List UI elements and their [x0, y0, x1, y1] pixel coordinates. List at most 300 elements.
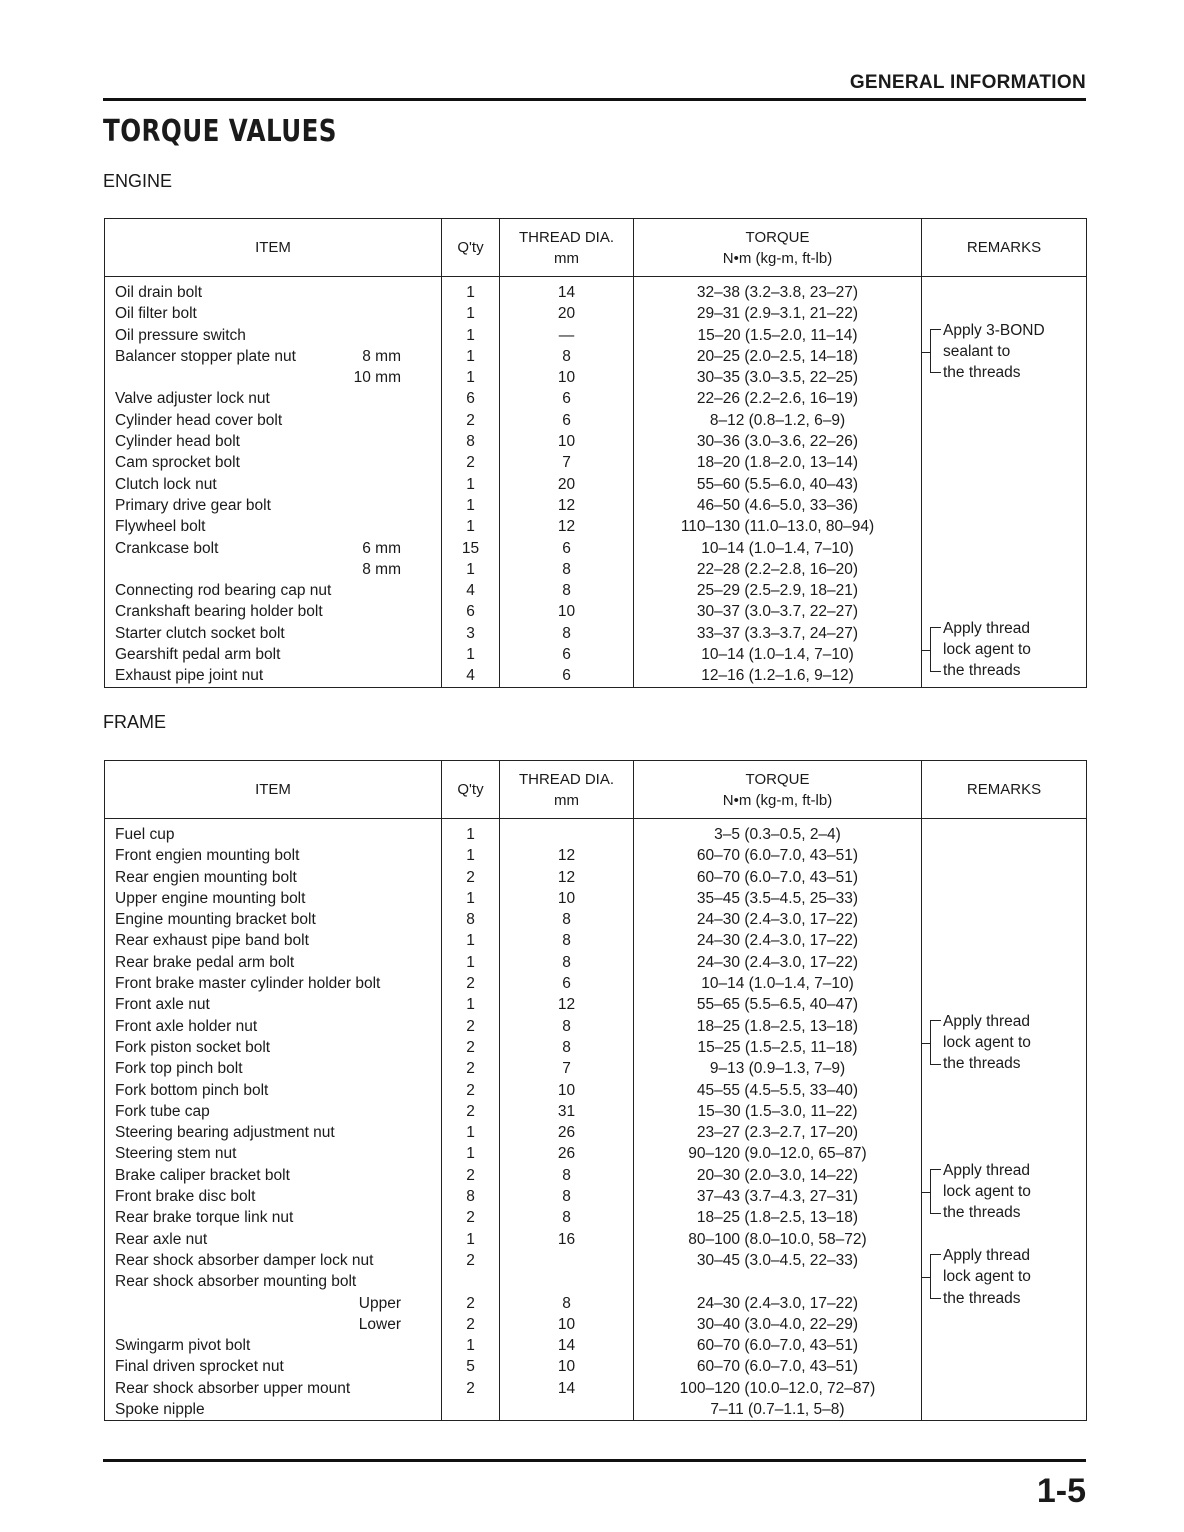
qty-cell: 1	[466, 496, 475, 514]
torque-cell: 15–25 (1.5–2.5, 11–18)	[697, 1038, 858, 1056]
item-name: Oil pressure switch	[115, 326, 246, 344]
remark-text	[943, 618, 1031, 682]
thread-dia-cell	[500, 1271, 633, 1292]
thread-dia-cell: 10	[557, 433, 576, 451]
remark-bracket	[930, 1020, 941, 1065]
thread-dia-cell: 8	[562, 560, 571, 578]
qty-cell: 1	[466, 560, 475, 578]
item-name: Engine mounting bracket bolt	[115, 911, 316, 929]
item-cell	[105, 1016, 441, 1037]
col-header-torque	[634, 761, 922, 819]
remark-line: lock agent to	[943, 1268, 1031, 1286]
thread-dia-cell: 6	[562, 411, 571, 429]
qty-cell: 1	[466, 889, 475, 907]
thread-dia-cell: 8	[562, 347, 571, 365]
thread-dia-cell	[500, 1399, 633, 1420]
qty-cell: 2	[466, 1209, 475, 1227]
thread-dia-cell: 12	[557, 868, 576, 886]
thread-dia-cell: 10	[557, 1315, 576, 1333]
remark-bracket	[930, 1169, 941, 1214]
item-name: Fork piston socket bolt	[115, 1038, 271, 1056]
thread-dia-cell: 12	[557, 518, 576, 536]
remark-group	[922, 1011, 1086, 1075]
item-cell	[105, 623, 441, 644]
thread-dia-cell	[500, 1250, 633, 1271]
thread-dia-unit: mm	[554, 791, 579, 809]
torque-cell: 23–27 (2.3–2.7, 17–20)	[696, 1124, 859, 1142]
footer-rule	[103, 1459, 1086, 1462]
torque-cell: 80–100 (8.0–10.0, 58–72)	[688, 1230, 867, 1248]
thread-dia-cell: 12	[557, 996, 576, 1014]
torque-cell: 18–25 (1.8–2.5, 13–18)	[696, 1209, 859, 1227]
item-cell	[105, 1207, 441, 1228]
item-column	[105, 819, 442, 1421]
thread-dia-cell: 26	[557, 1124, 576, 1142]
thread-dia-cell: 12	[557, 496, 576, 514]
qty-cell: 2	[466, 868, 475, 886]
qty-cell: 1	[466, 953, 475, 971]
item-cell	[105, 325, 441, 346]
item-name: Valve adjuster lock nut	[115, 390, 270, 408]
item-name: Oil filter bolt	[115, 305, 197, 323]
remark-line: the threads	[943, 364, 1021, 382]
thread-dia-cell: 6	[562, 646, 571, 664]
item-name: Rear shock absorber upper mount	[115, 1379, 351, 1397]
qty-cell: 1	[466, 847, 475, 865]
torque-cell	[634, 1271, 921, 1292]
remark-tick	[922, 1192, 930, 1194]
item-name: Swingarm pivot bolt	[115, 1337, 251, 1355]
torque-column	[634, 277, 922, 688]
page-title: TORQUE VALUES	[103, 114, 337, 149]
torque-cell: 60–70 (6.0–7.0, 43–51)	[696, 868, 859, 886]
thread-dia-cell: 8	[562, 1038, 571, 1056]
item-cell	[105, 495, 441, 516]
thread-dia-cell: —	[558, 326, 575, 344]
col-header-remarks: REMARKS	[922, 219, 1087, 277]
frame-torque-table	[104, 760, 1087, 1421]
thread-dia-cell: 20	[557, 305, 576, 323]
page-number: 1-5	[1036, 1472, 1086, 1510]
remark-line: the threads	[943, 1204, 1021, 1222]
item-name: Exhaust pipe joint nut	[115, 667, 264, 685]
item-name: Rear shock absorber damper lock nut	[115, 1251, 374, 1269]
torque-cell: 90–120 (9.0–12.0, 65–87)	[688, 1145, 867, 1163]
remark-tick	[922, 1277, 930, 1279]
item-name: Rear brake torque link nut	[115, 1209, 294, 1227]
qty-cell: 1	[466, 646, 475, 664]
remark-tick	[922, 352, 930, 354]
thread-dia-cell: 10	[557, 1358, 576, 1376]
qty-cell: 8	[466, 1188, 475, 1206]
torque-cell: 55–65 (5.5–6.5, 40–47)	[696, 996, 859, 1014]
torque-cell: 30–40 (3.0–4.0, 22–29)	[696, 1315, 859, 1333]
qty-cell: 2	[466, 1379, 475, 1397]
remarks-column	[922, 819, 1087, 1421]
item-name: Fuel cup	[115, 826, 175, 843]
remark-line: Apply thread	[943, 1247, 1031, 1264]
torque-cell: 45–55 (4.5–5.5, 33–40)	[696, 1081, 859, 1099]
item-cell	[105, 1058, 441, 1079]
qty-cell: 2	[466, 975, 475, 993]
qty-cell: 15	[461, 539, 480, 557]
qty-cell	[442, 1399, 499, 1420]
qty-cell: 2	[466, 1038, 475, 1056]
item-cell	[105, 410, 441, 431]
qty-cell: 2	[466, 1102, 475, 1120]
item-cell	[105, 601, 441, 622]
qty-cell	[442, 1271, 499, 1292]
qty-cell: 2	[466, 1081, 475, 1099]
item-cell	[105, 973, 441, 994]
qty-cell: 1	[466, 1145, 475, 1163]
item-cell	[105, 1271, 441, 1292]
thread-dia-cell: 12	[557, 847, 576, 865]
item-name: Starter clutch socket bolt	[115, 624, 285, 642]
thread-dia-cell: 31	[557, 1102, 576, 1120]
remark-text	[943, 320, 1045, 384]
qty-cell: 6	[466, 603, 475, 621]
torque-cell: 15–20 (1.5–2.0, 11–14)	[697, 326, 858, 344]
item-cell	[105, 580, 441, 601]
torque-label: TORQUE	[745, 770, 810, 788]
thread-dia-cell: 6	[562, 539, 571, 557]
remark-text	[943, 1245, 1031, 1309]
qty-cell: 4	[466, 667, 475, 685]
qty-cell: 2	[466, 1294, 475, 1312]
item-cell	[105, 824, 441, 845]
item-cell	[105, 994, 441, 1015]
col-header-thread-dia	[500, 761, 634, 819]
thread-dia-cell: 8	[562, 932, 571, 950]
thread-dia-cell: 26	[557, 1145, 576, 1163]
col-header-qty: Q'ty	[442, 761, 500, 819]
qty-cell: 2	[466, 1166, 475, 1184]
item-name: Rear shock absorber mounting bolt	[115, 1273, 357, 1291]
item-cell	[105, 1122, 441, 1143]
item-cell	[105, 1229, 441, 1250]
item-cell	[105, 1143, 441, 1164]
qty-cell: 2	[466, 1060, 475, 1078]
thread-dia-cell: 6	[562, 975, 571, 993]
torque-cell: 3–5 (0.3–0.5, 2–4)	[714, 826, 841, 843]
torque-cell: 10–14 (1.0–1.4, 7–10)	[701, 539, 854, 557]
thread-dia-cell: 10	[557, 603, 576, 621]
torque-cell: 20–30 (2.0–3.0, 14–22)	[696, 1166, 859, 1184]
item-cell	[105, 367, 441, 388]
torque-cell: 18–20 (1.8–2.0, 13–14)	[696, 454, 859, 472]
thread-dia-cell: 8	[562, 1166, 571, 1184]
remarks-column	[922, 277, 1087, 688]
item-cell	[105, 1399, 441, 1420]
col-header-item: ITEM	[105, 219, 442, 277]
qty-column	[442, 277, 500, 688]
item-cell	[105, 644, 441, 665]
thread-dia-cell: 8	[562, 911, 571, 929]
item-name: Cylinder head cover bolt	[115, 411, 283, 429]
remark-text	[943, 1160, 1031, 1224]
torque-cell: 7–11 (0.7–1.1, 5–8)	[710, 1401, 845, 1419]
item-name: Brake caliper bracket bolt	[115, 1166, 290, 1184]
item-cell	[105, 559, 441, 580]
thread-dia-cell: 16	[557, 1230, 576, 1248]
torque-cell: 10–14 (1.0–1.4, 7–10)	[701, 975, 854, 993]
item-cell	[105, 1335, 441, 1356]
qty-cell: 1	[466, 1124, 475, 1142]
torque-cell: 30–36 (3.0–3.6, 22–26)	[696, 433, 859, 451]
remark-line: the threads	[943, 1289, 1021, 1307]
thread-dia-cell	[500, 824, 633, 845]
torque-unit: N•m (kg-m, ft-lb)	[722, 791, 833, 809]
remark-line: the threads	[943, 662, 1021, 680]
item-size: Lower	[358, 1315, 401, 1333]
item-cell	[105, 1356, 441, 1377]
item-cell	[105, 1080, 441, 1101]
item-name: Balancer stopper plate nut	[115, 347, 296, 365]
item-cell	[105, 1378, 441, 1399]
item-name: Crankcase bolt	[115, 539, 219, 557]
thread-dia-cell: 10	[557, 889, 576, 907]
item-cell	[105, 452, 441, 473]
torque-cell: 22–26 (2.2–2.6, 16–19)	[696, 390, 859, 408]
remark-line: lock agent to	[943, 1033, 1031, 1051]
torque-cell: 15–30 (1.5–3.0, 11–22)	[697, 1102, 858, 1120]
item-name: Rear engien mounting bolt	[115, 868, 297, 886]
thread-dia-label: THREAD DIA.	[518, 770, 614, 788]
col-header-item: ITEM	[105, 761, 442, 819]
thread-dia-cell: 8	[562, 1294, 571, 1312]
torque-cell: 12–16 (1.2–1.6, 9–12)	[701, 667, 854, 685]
thread-dia-cell: 8	[562, 1188, 571, 1206]
item-cell	[105, 930, 441, 951]
thread-dia-cell: 8	[562, 582, 571, 600]
item-name: Steering bearing adjustment nut	[115, 1124, 335, 1142]
remark-group	[922, 618, 1086, 682]
item-cell	[105, 282, 441, 303]
item-size: 6 mm	[362, 539, 401, 557]
thread-dia-cell: 7	[562, 1060, 571, 1078]
qty-cell: 4	[466, 582, 475, 600]
item-name: Connecting rod bearing cap nut	[115, 582, 332, 600]
thread-dia-unit: mm	[554, 249, 579, 267]
thread-dia-cell: 10	[557, 1081, 576, 1099]
item-cell	[105, 516, 441, 537]
col-header-torque	[634, 219, 922, 277]
item-cell	[105, 909, 441, 930]
thread-dia-cell: 8	[562, 1209, 571, 1227]
torque-cell: 55–60 (5.5–6.0, 40–43)	[696, 475, 859, 493]
qty-cell: 1	[466, 1230, 475, 1248]
torque-cell: 30–35 (3.0–3.5, 22–25)	[696, 369, 859, 387]
item-name: Oil drain bolt	[115, 284, 203, 301]
torque-cell: 24–30 (2.4–3.0, 17–22)	[696, 932, 859, 950]
engine-torque-table	[104, 218, 1087, 688]
item-name: Fork bottom pinch bolt	[115, 1081, 269, 1099]
item-cell	[105, 346, 441, 367]
thread-dia-label: THREAD DIA.	[518, 228, 614, 246]
item-name: Steering stem nut	[115, 1145, 237, 1163]
item-name: Fork tube cap	[115, 1102, 210, 1120]
qty-cell: 2	[466, 454, 475, 472]
thread-dia-cell: 20	[557, 475, 576, 493]
remark-group	[922, 320, 1086, 384]
qty-cell: 2	[466, 1315, 475, 1333]
qty-cell: 2	[466, 1017, 475, 1035]
item-name: Front brake master cylinder holder bolt	[115, 975, 381, 993]
torque-cell: 32–38 (3.2–3.8, 23–27)	[696, 284, 859, 301]
thread-dia-cell: 8	[562, 1017, 571, 1035]
item-name: Fork top pinch bolt	[115, 1060, 243, 1078]
torque-cell: 60–70 (6.0–7.0, 43–51)	[696, 1337, 859, 1355]
item-size: 8 mm	[362, 560, 401, 578]
qty-column	[442, 819, 500, 1421]
qty-cell: 1	[466, 518, 475, 536]
qty-cell: 1	[466, 1337, 475, 1355]
qty-cell: 1	[466, 284, 475, 301]
item-cell	[105, 952, 441, 973]
torque-cell: 8–12 (0.8–1.2, 6–9)	[709, 411, 846, 429]
item-cell	[105, 431, 441, 452]
remark-line: lock agent to	[943, 1183, 1031, 1201]
torque-cell: 29–31 (2.9–3.1, 21–22)	[696, 305, 859, 323]
torque-cell: 60–70 (6.0–7.0, 43–51)	[696, 847, 859, 865]
item-name: Rear axle nut	[115, 1230, 208, 1248]
item-cell	[105, 1101, 441, 1122]
item-cell	[105, 845, 441, 866]
remark-text	[943, 1011, 1031, 1075]
qty-cell: 5	[466, 1358, 475, 1376]
remark-line: Apply thread	[943, 619, 1031, 637]
torque-cell: 110–130 (11.0–13.0, 80–94)	[680, 518, 875, 536]
qty-cell: 1	[466, 305, 475, 323]
item-name: Rear brake pedal arm bolt	[115, 953, 295, 971]
item-size: Upper	[358, 1294, 401, 1312]
thread-dia-cell: 6	[562, 667, 571, 685]
thread-dia-cell: 8	[562, 624, 571, 642]
remark-tick	[922, 650, 930, 652]
thread-dia-cell: 10	[557, 369, 576, 387]
thread-dia-column	[500, 277, 634, 688]
remark-line: Apply 3-BOND	[943, 321, 1045, 339]
item-name: Final driven sprocket nut	[115, 1358, 284, 1376]
torque-cell: 24–30 (2.4–3.0, 17–22)	[696, 1294, 859, 1312]
col-header-qty: Q'ty	[442, 219, 500, 277]
item-name: Crankshaft bearing holder bolt	[115, 603, 323, 621]
item-name: Front engien mounting bolt	[115, 847, 300, 865]
thread-dia-cell: 8	[562, 953, 571, 971]
item-cell	[105, 388, 441, 409]
item-cell	[105, 888, 441, 909]
header-rule	[103, 98, 1086, 101]
thread-dia-cell: 14	[557, 1379, 576, 1397]
qty-cell: 3	[466, 624, 475, 642]
torque-cell: 35–45 (3.5–4.5, 25–33)	[696, 889, 859, 907]
frame-label: FRAME	[103, 712, 166, 732]
item-cell	[105, 1165, 441, 1186]
item-cell	[105, 1186, 441, 1207]
item-name: Gearshift pedal arm bolt	[115, 646, 281, 664]
item-size: 10 mm	[353, 369, 401, 387]
item-cell	[105, 538, 441, 559]
qty-cell: 1	[466, 996, 475, 1014]
item-name: Upper engine mounting bolt	[115, 889, 306, 907]
thread-dia-column	[500, 819, 634, 1421]
item-cell	[105, 474, 441, 495]
torque-cell: 10–14 (1.0–1.4, 7–10)	[701, 646, 854, 664]
torque-label: TORQUE	[745, 228, 810, 246]
item-name: Front axle holder nut	[115, 1017, 258, 1035]
item-name: Rear exhaust pipe band bolt	[115, 932, 309, 950]
item-size: 8 mm	[362, 347, 401, 365]
torque-cell: 20–25 (2.0–2.5, 14–18)	[696, 347, 859, 365]
col-header-thread-dia	[500, 219, 634, 277]
remark-bracket	[930, 627, 941, 672]
item-column	[105, 277, 442, 688]
qty-cell: 1	[466, 475, 475, 493]
item-name: Flywheel bolt	[115, 518, 206, 536]
item-cell	[105, 303, 441, 324]
remark-bracket	[930, 1254, 941, 1299]
qty-cell: 8	[466, 433, 475, 451]
item-cell	[105, 665, 441, 686]
torque-cell: 100–120 (10.0–12.0, 72–87)	[679, 1379, 876, 1397]
qty-cell: 2	[466, 1251, 475, 1269]
thread-dia-cell: 6	[562, 390, 571, 408]
torque-column	[634, 819, 922, 1421]
torque-cell: 9–13 (0.9–1.3, 7–9)	[709, 1060, 846, 1078]
qty-cell: 2	[466, 411, 475, 429]
torque-cell: 33–37 (3.3–3.7, 24–27)	[696, 624, 859, 642]
remark-line: sealant to	[943, 342, 1011, 360]
torque-cell: 22–28 (2.2–2.8, 16–20)	[696, 560, 859, 578]
item-name: Spoke nipple	[115, 1401, 205, 1419]
item-cell	[105, 1314, 441, 1335]
remark-group	[922, 1245, 1086, 1309]
torque-cell: 18–25 (1.8–2.5, 13–18)	[696, 1017, 859, 1035]
torque-cell: 24–30 (2.4–3.0, 17–22)	[696, 953, 859, 971]
remark-line: Apply thread	[943, 1161, 1031, 1179]
qty-cell: 6	[466, 390, 475, 408]
item-cell	[105, 867, 441, 888]
torque-cell: 30–37 (3.0–3.7, 22–27)	[696, 603, 859, 621]
item-name: Clutch lock nut	[115, 475, 217, 493]
qty-cell: 1	[466, 326, 475, 344]
remark-group	[922, 1160, 1086, 1224]
item-cell	[105, 1293, 441, 1314]
item-cell	[105, 1037, 441, 1058]
item-name: Cam sprocket bolt	[115, 454, 240, 472]
torque-cell: 24–30 (2.4–3.0, 17–22)	[696, 911, 859, 929]
thread-dia-cell: 7	[562, 454, 571, 472]
torque-cell: 30–45 (3.0–4.5, 22–33)	[696, 1251, 859, 1269]
item-name: Front brake disc bolt	[115, 1188, 256, 1206]
torque-cell: 60–70 (6.0–7.0, 43–51)	[696, 1358, 859, 1376]
thread-dia-cell: 14	[557, 1337, 576, 1355]
qty-cell: 1	[466, 826, 475, 843]
engine-label: ENGINE	[103, 171, 173, 191]
qty-cell: 1	[466, 369, 475, 387]
col-header-remarks: REMARKS	[922, 761, 1087, 819]
torque-cell: 37–43 (3.7–4.3, 27–31)	[696, 1188, 859, 1206]
item-name: Primary drive gear bolt	[115, 496, 271, 514]
item-name: Cylinder head bolt	[115, 433, 240, 451]
remark-line: lock agent to	[943, 641, 1031, 659]
item-name: Front axle nut	[115, 996, 210, 1014]
qty-cell: 8	[466, 911, 475, 929]
remark-line: Apply thread	[943, 1012, 1031, 1030]
torque-unit: N•m (kg-m, ft-lb)	[722, 249, 833, 267]
item-cell	[105, 1250, 441, 1271]
